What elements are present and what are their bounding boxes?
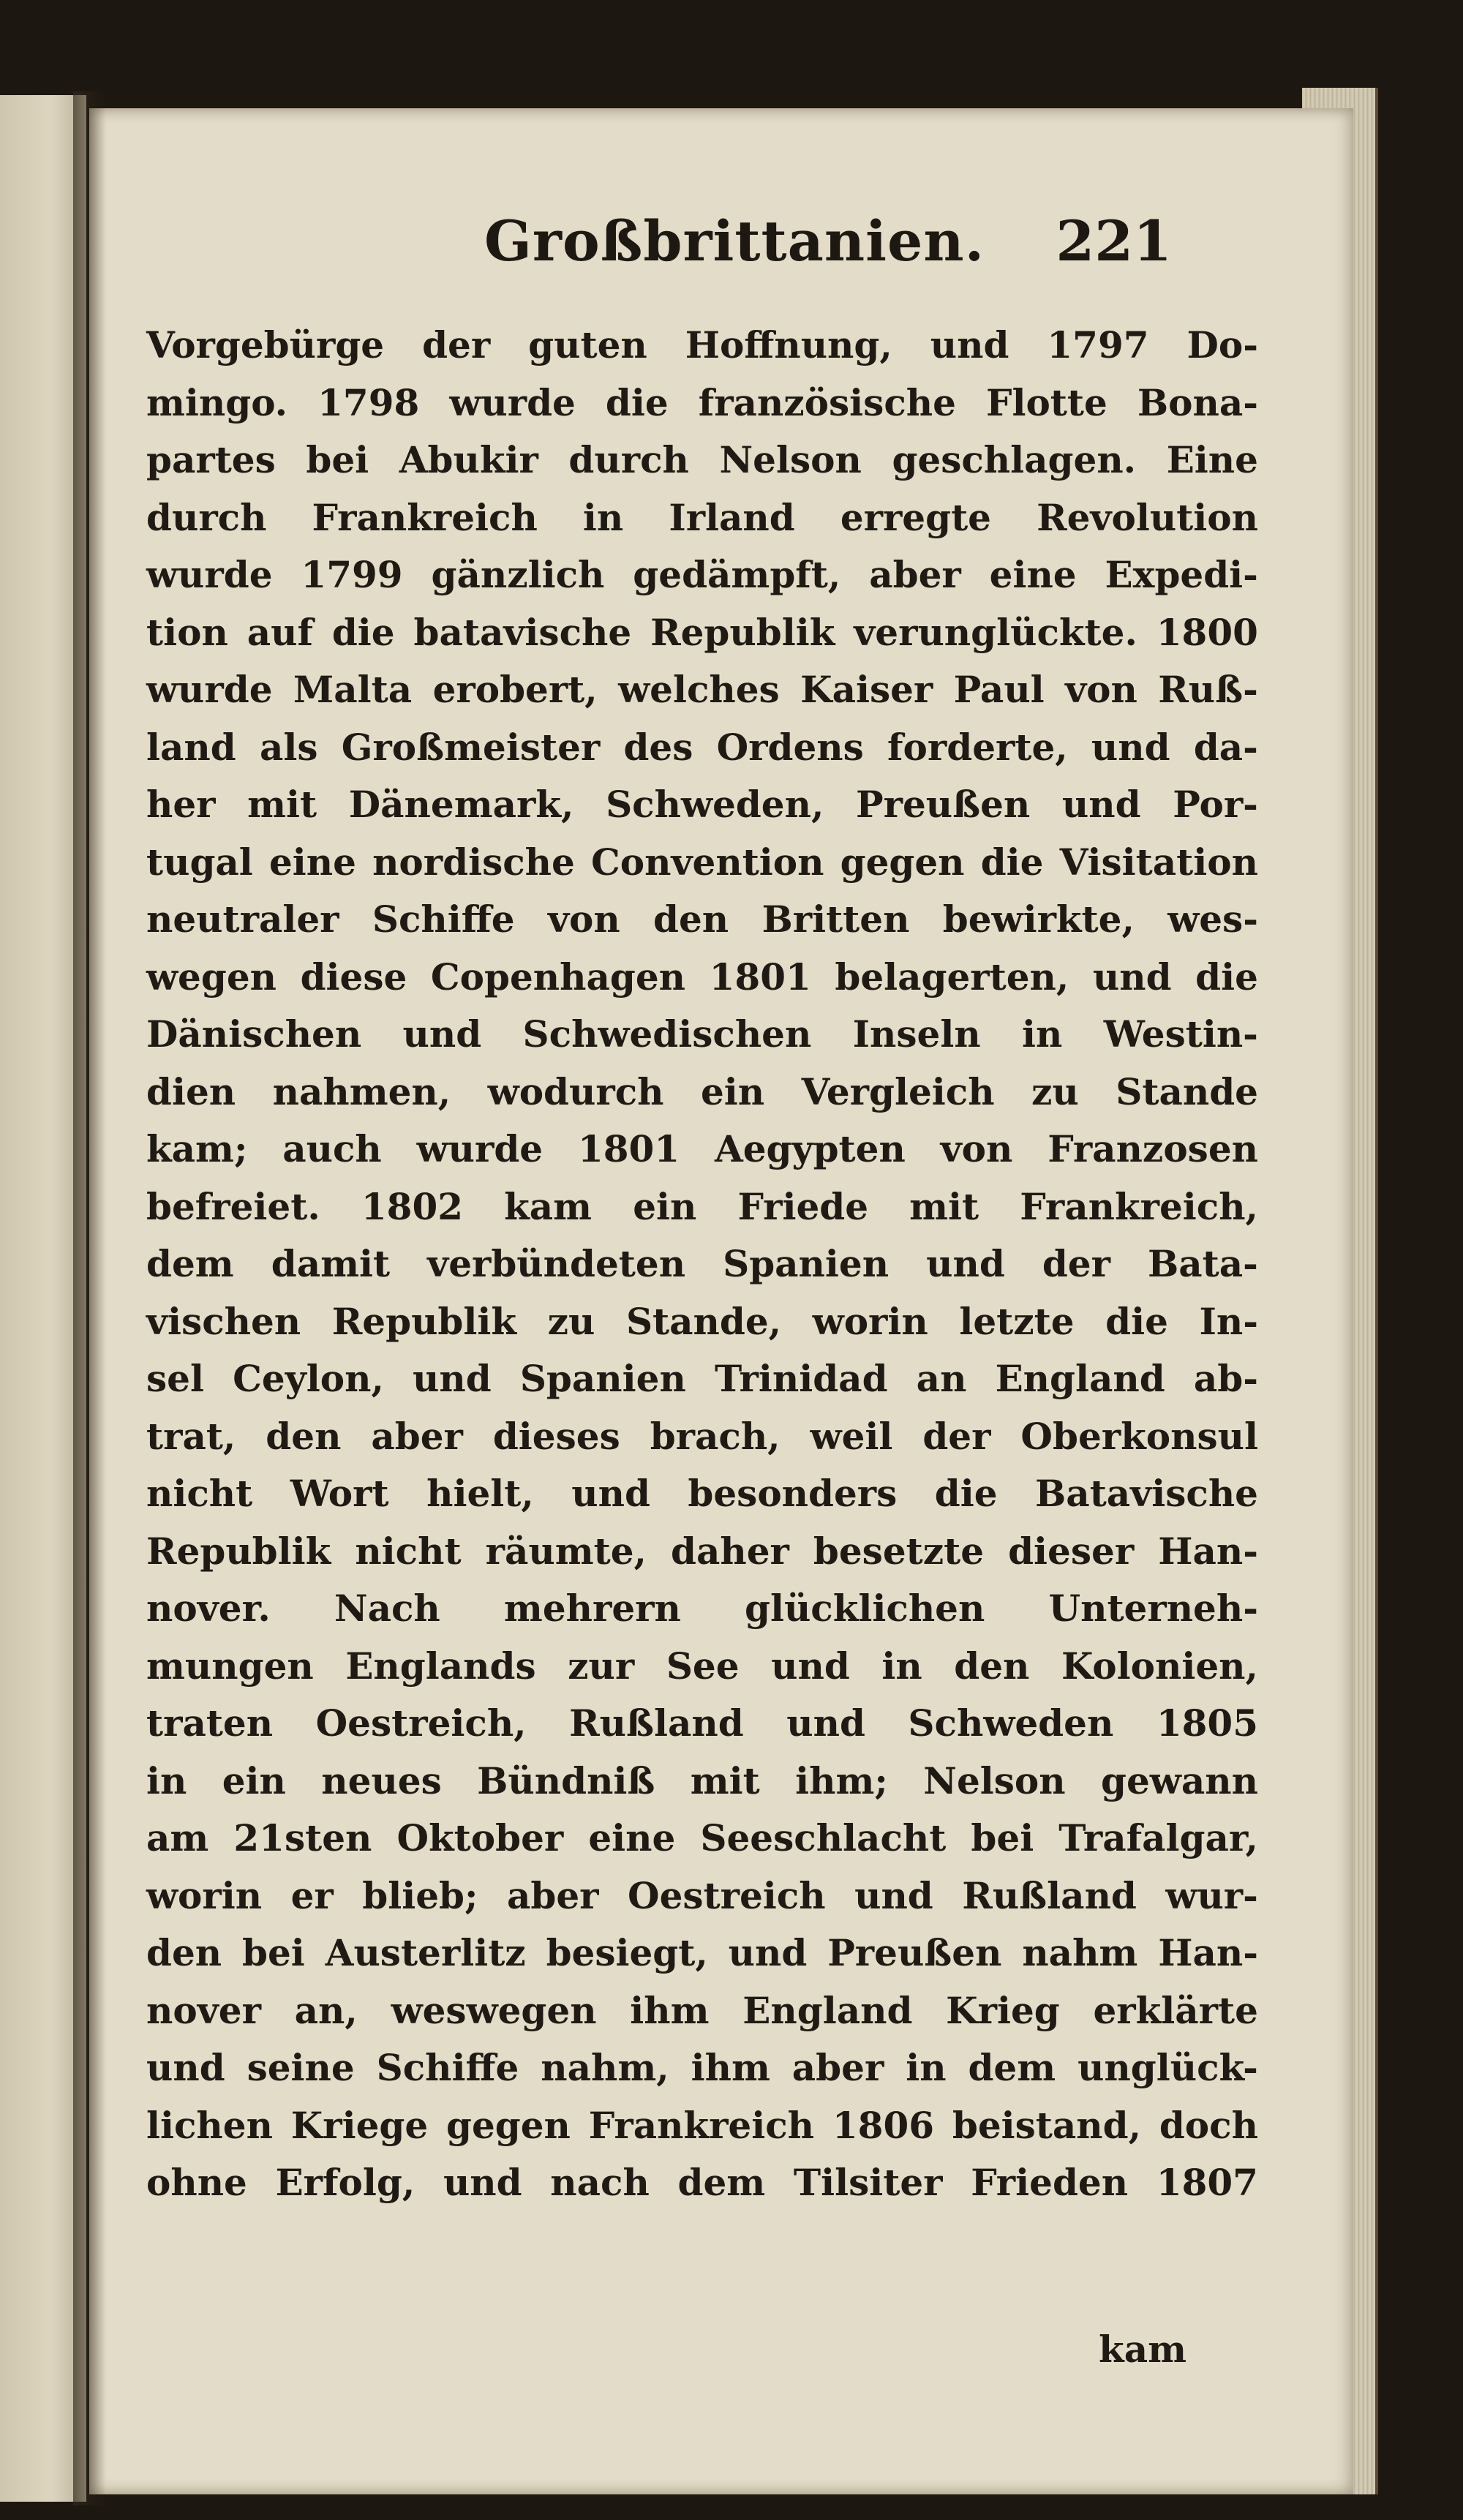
word: 1807 [1156,2161,1258,2204]
word: wurde [146,668,273,711]
word: die [980,840,1044,884]
word: den [266,1414,342,1458]
word: der [422,323,491,366]
word: französische [698,380,956,424]
word: Convention [590,840,824,884]
word: und [771,1644,850,1688]
page-number: 221 [1056,208,1172,274]
running-head [89,208,1353,296]
word: tugal [146,840,253,884]
word: am [146,1816,209,1859]
word: räumte, [485,1529,647,1573]
word: und [854,1873,933,1917]
word: besiegt, [546,1931,708,1974]
word: an, [294,1988,358,2032]
word: glücklichen [744,1587,985,1630]
text-line [146,1925,1258,1982]
word: erregte [840,495,991,539]
word: 1806 [832,2103,935,2147]
text-line [146,661,1258,719]
word: und [930,323,1009,366]
word: letzte [959,1299,1075,1343]
text-line [146,1868,1258,1925]
word: zur [568,1644,635,1688]
word: Dänischen [146,1012,362,1056]
word: Eine [1166,438,1258,481]
word: trat, [146,1414,236,1458]
word: Revolution [1037,495,1258,539]
word: wurde [416,1127,544,1170]
word: Oktober [396,1816,564,1859]
word: ein [633,1184,697,1228]
word: Batavische [1035,1472,1258,1515]
word: zu [547,1299,595,1343]
word: mingo. [146,380,288,424]
word: die [331,610,395,654]
word: neues [321,1759,442,1802]
word: die [934,1472,998,1515]
word: England [995,1357,1165,1400]
word: 21sten [233,1816,372,1859]
word: und [443,2161,522,2204]
word: nicht [355,1529,462,1573]
text-line [146,949,1258,1007]
running-head-title: Großbrittanien. [484,208,985,274]
word: traten [146,1701,274,1745]
word: Abukir [399,438,538,481]
word: aber [791,2046,884,2089]
word: Austerlitz [325,1931,526,1974]
word: 1800 [1156,610,1258,654]
word: befreiet. [146,1184,320,1228]
text-line [146,719,1258,777]
word: Trafalgar, [1058,1816,1258,1859]
word: ihm [691,2046,770,2089]
catchword: kam [1099,2328,1186,2371]
word: Hoffnung, [685,323,892,366]
word: daher [670,1529,789,1573]
text-line [146,1982,1258,2040]
word: kam [504,1184,593,1228]
word: batavische [413,610,632,654]
word: wodurch [487,1069,664,1113]
word: In- [1199,1299,1258,1343]
word: in [582,495,624,539]
word: Kolonien, [1061,1644,1258,1688]
word: dien [146,1069,236,1113]
word: ein [222,1759,286,1802]
word: dem [968,2046,1056,2089]
word: die [605,380,669,424]
word: gänzlich [431,553,605,596]
word: Oberkonsul [1020,1414,1258,1458]
word: besonders [688,1472,898,1515]
word: den [954,1644,1030,1688]
word: wur- [1165,1873,1258,1917]
word: Bündniß [477,1759,655,1802]
text-line [146,1178,1258,1236]
word: nahm, [541,2046,669,2089]
word: Bona- [1137,380,1258,424]
word: erklärte [1093,1988,1258,2032]
word: und [571,1472,650,1515]
word: Han- [1158,1529,1258,1573]
word: Oestreich [628,1873,826,1917]
word: seine [247,2046,355,2089]
word: blieb; [362,1873,478,1917]
word: Frankreich [312,495,538,539]
word: 1801 [709,955,811,998]
word: den [653,898,729,941]
word: an [916,1357,967,1400]
word: besetzte [813,1529,985,1573]
word: und [926,1242,1005,1285]
word: dem [677,2161,766,2204]
word: aber [869,553,961,596]
word: und [1091,725,1170,769]
word: worin [812,1299,928,1343]
text-line [146,1235,1258,1293]
word: gegen [840,840,965,884]
word: Do- [1186,323,1258,366]
word: der [922,1414,991,1458]
word: in [1022,1012,1063,1056]
word: Schwedischen [522,1012,812,1056]
word: nach [550,2161,650,2204]
word: verbündeten [427,1242,686,1285]
word: zu [1031,1069,1079,1113]
word: Han- [1158,1931,1258,1974]
text-line [146,1121,1258,1178]
word: Franzosen [1048,1127,1258,1170]
text-line [146,1810,1258,1868]
word: Copenhagen [430,955,686,998]
word: Frieden [971,2161,1129,2204]
word: mehrern [503,1587,681,1630]
gutter-shadow [73,91,106,2505]
word: 1805 [1156,1701,1258,1745]
word: Inseln [852,1012,981,1056]
word: ihm; [795,1759,888,1802]
word: Stande [1116,1069,1258,1113]
word: in [906,2046,947,2089]
word: Spanien [519,1357,686,1400]
word: erobert, [432,668,598,711]
word: nordische [372,840,575,884]
word: damit [271,1242,391,1285]
word: wegen [146,955,277,998]
word: Republik [650,610,835,654]
word: diese [300,955,407,998]
word: Vergleich [801,1069,995,1113]
word: dieser [1008,1529,1135,1573]
word: Ruß- [1158,668,1258,711]
word: Nelson [923,1759,1066,1802]
word: her [146,783,216,826]
word: Trinidad [714,1357,888,1400]
word: nicht [146,1472,253,1515]
text-line [146,776,1258,834]
word: Expedi- [1105,553,1258,596]
word: gegen [446,2103,571,2147]
word: dem [146,1242,234,1285]
word: doch [1159,2103,1258,2147]
word: als [259,725,318,769]
text-line [146,1580,1258,1638]
word: nover [146,1988,261,2032]
text-line [146,1350,1258,1408]
word: Paul [953,668,1045,711]
text-line [146,1293,1258,1351]
word: wurde [449,380,576,424]
word: ein [700,1069,765,1113]
word: kam; [146,1127,248,1170]
text-line [146,1523,1258,1581]
word: bewirkte, [942,898,1135,941]
word: Frankreich [588,2103,815,2147]
word: neutraler [146,898,339,941]
word: bei [306,438,369,481]
word: Stande, [625,1299,782,1343]
word: Englands [345,1644,536,1688]
word: da- [1193,725,1258,769]
word: Spanien [723,1242,890,1285]
word: der [1042,1242,1110,1285]
word: Bata- [1148,1242,1258,1285]
word: dieses [492,1414,620,1458]
word: Rußland [569,1701,744,1745]
word: mit [247,783,317,826]
word: 1798 [317,380,420,424]
word: hielt, [426,1472,534,1515]
text-line [146,1006,1258,1064]
word: Republik [331,1299,517,1343]
word: Frankreich, [1020,1184,1258,1228]
word: aber [371,1414,463,1458]
text-line [146,891,1258,949]
word: Irland [669,495,795,539]
word: und [786,1701,865,1745]
word: Unterneh- [1048,1587,1258,1630]
word: gedämpft, [633,553,841,596]
word: mungen [146,1644,314,1688]
word: den [146,1931,222,1974]
word: er [290,1873,334,1917]
word: von [547,898,620,941]
word: von [1065,668,1137,711]
word: auf [247,610,313,654]
word: durch [146,495,267,539]
word: forderte, [887,725,1068,769]
word: weswegen [391,1988,597,2032]
word: Tilsiter [793,2161,943,2204]
word: Wort [290,1472,389,1515]
word: Malta [293,668,413,711]
word: beistand, [952,2103,1142,2147]
word: Nach [334,1587,440,1630]
word: gewann [1101,1759,1258,1802]
word: in [881,1644,922,1688]
word: aber [506,1873,599,1917]
word: und [1061,783,1141,826]
word: Nelson [719,438,862,481]
book-page [89,108,1353,2494]
word: mit [690,1759,760,1802]
word: tion [146,610,228,654]
word: eine [268,840,356,884]
word: sel [146,1357,204,1400]
word: Britten [761,898,910,941]
word: weil [810,1414,893,1458]
word: worin [146,1873,263,1917]
word: mit [909,1184,979,1228]
word: Visitation [1059,840,1258,884]
text-line [146,317,1258,375]
word: auch [282,1127,382,1170]
word: eine [989,553,1077,596]
word: und [413,1357,492,1400]
text-line [146,546,1258,604]
word: Vorgebürge [146,323,385,366]
word: 1801 [577,1127,680,1170]
word: land [146,725,236,769]
word: Schweden, [606,783,824,826]
word: ohne [146,2161,247,2204]
word: Preußen [827,1931,1002,1974]
word: See [666,1644,740,1688]
text-line [146,2039,1258,2097]
word: brach, [650,1414,781,1458]
text-line [146,1753,1258,1810]
word: des [623,725,693,769]
word: durch [568,438,689,481]
word: und [402,1012,482,1056]
word: Schiffe [376,2046,519,2089]
word: Por- [1173,783,1258,826]
text-line [146,375,1258,432]
word: Preußen [856,783,1031,826]
word: welches [618,668,780,711]
word: eine [588,1816,676,1859]
word: nahmen, [272,1069,451,1113]
word: bei [971,1816,1034,1859]
word: Friede [737,1184,869,1228]
word: unglück- [1077,2046,1258,2089]
word: 1799 [301,553,403,596]
word: ab- [1193,1357,1258,1400]
word: bei [242,1931,305,1974]
word: vischen [146,1299,301,1343]
word: wes- [1167,898,1258,941]
word: 1797 [1047,323,1149,366]
text-line [146,1465,1258,1523]
word: 1802 [361,1184,464,1228]
word: England [742,1988,913,2032]
word: guten [528,323,647,366]
word: Schiffe [372,898,515,941]
word: die [1105,1299,1168,1343]
text-line [146,1064,1258,1121]
word: Kriege [290,2103,429,2147]
word: nover. [146,1587,271,1630]
text-line [146,604,1258,662]
word: Kaiser [800,668,933,711]
text-line [146,489,1258,547]
text-line [146,2097,1258,2155]
word: nahm [1022,1931,1138,1974]
word: ihm [630,1988,710,2032]
word: die [1195,955,1258,998]
word: Dänemark, [348,783,574,826]
text-line [146,1695,1258,1753]
word: Westin- [1103,1012,1258,1056]
body-text [146,317,1258,2212]
word: Ordens [716,725,864,769]
word: Rußland [962,1873,1137,1917]
word: Oestreich, [315,1701,527,1745]
word: und [146,2046,225,2089]
word: in [146,1759,187,1802]
word: Krieg [946,1988,1060,2032]
word: Republik [146,1529,331,1573]
word: lichen [146,2103,273,2147]
text-line [146,1638,1258,1696]
word: Flotte [985,380,1107,424]
word: Ceylon, [233,1357,384,1400]
word: Aegypten [714,1127,906,1170]
word: partes [146,438,276,481]
text-line [146,2154,1258,2212]
text-line [146,432,1258,489]
word: verunglückte. [854,610,1137,654]
word: wurde [146,553,273,596]
word: und [1092,955,1172,998]
word: belagerten, [835,955,1069,998]
word: und [728,1931,808,1974]
text-line [146,1408,1258,1466]
text-line [146,834,1258,892]
word: geschlagen. [892,438,1137,481]
word: von [940,1127,1013,1170]
word: Erfolg, [275,2161,415,2204]
word: Großmeister [341,725,601,769]
word: Schweden [908,1701,1114,1745]
word: Seeschlacht [700,1816,947,1859]
